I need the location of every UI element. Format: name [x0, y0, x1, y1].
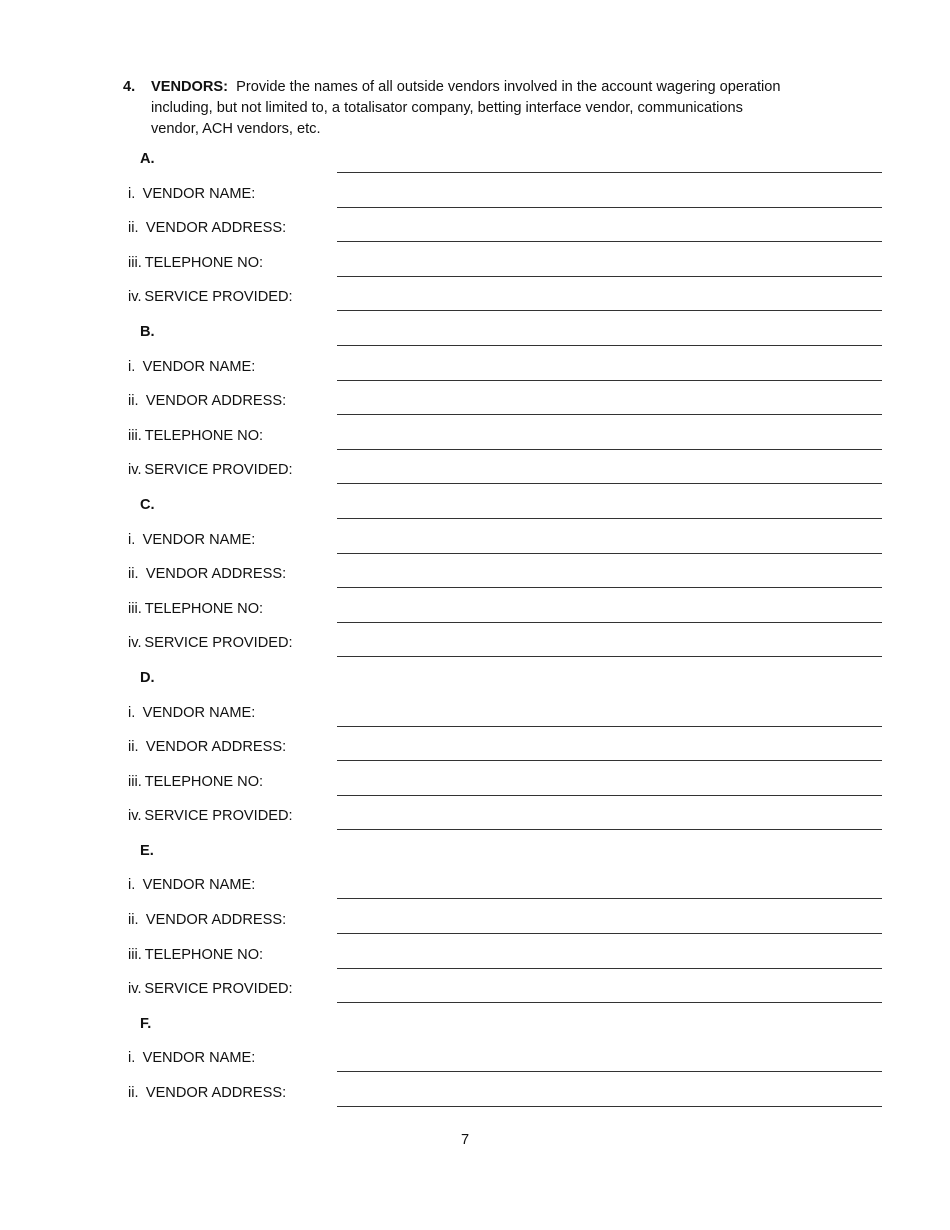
vendor-section-label: E. — [140, 842, 154, 859]
vendor-field-label: iv. SERVICE PROVIDED: — [128, 981, 293, 998]
vendor-section-label: B. — [140, 323, 155, 340]
vendor-field-row — [0, 802, 950, 837]
vendor-field-row — [0, 560, 950, 595]
vendor-field-label: i. VENDOR NAME: — [128, 185, 256, 202]
vendor-section-row — [0, 1010, 950, 1045]
question-number: 4. — [123, 79, 136, 95]
vendor-field-label: iii. TELEPHONE NO: — [128, 254, 264, 271]
vendor-fill-line[interactable] — [337, 172, 882, 173]
vendor-section-row — [0, 145, 950, 180]
vendor-fill-line[interactable] — [337, 310, 882, 311]
vendor-fill-line[interactable] — [337, 241, 882, 242]
vendor-fill-line[interactable] — [337, 933, 882, 934]
vendor-fill-line[interactable] — [337, 968, 882, 969]
vendor-field-label: ii. VENDOR ADDRESS: — [128, 1085, 287, 1102]
vendor-form — [0, 145, 950, 1114]
vendor-fill-line[interactable] — [337, 795, 882, 796]
vendor-field-row — [0, 353, 950, 388]
vendor-field-row — [0, 249, 950, 284]
vendor-fill-line[interactable] — [337, 726, 882, 727]
vendor-field-label: iv. SERVICE PROVIDED: — [128, 289, 293, 306]
vendor-field-row — [0, 283, 950, 318]
vendor-field-label: iv. SERVICE PROVIDED: — [128, 808, 293, 825]
vendor-field-row — [0, 456, 950, 491]
question-label: VENDORS: — [151, 79, 229, 95]
vendor-field-label: iii. TELEPHONE NO: — [128, 773, 264, 790]
vendor-field-label: iii. TELEPHONE NO: — [128, 427, 264, 444]
vendor-fill-line[interactable] — [337, 1071, 882, 1072]
vendor-field-row — [0, 387, 950, 422]
vendor-field-label: ii. VENDOR ADDRESS: — [128, 220, 287, 237]
vendor-field-row — [0, 526, 950, 561]
vendor-field-label: i. VENDOR NAME: — [128, 704, 256, 721]
vendor-fill-line[interactable] — [337, 345, 882, 346]
vendor-fill-line[interactable] — [337, 1106, 882, 1107]
vendor-fill-line[interactable] — [337, 760, 882, 761]
vendor-fill-line[interactable] — [337, 483, 882, 484]
vendor-fill-line[interactable] — [337, 622, 882, 623]
vendor-field-row — [0, 733, 950, 768]
vendor-fill-line[interactable] — [337, 1002, 882, 1003]
vendor-section-row — [0, 318, 950, 353]
vendor-fill-line[interactable] — [337, 656, 882, 657]
question-text-block — [151, 77, 783, 140]
vendor-field-row — [0, 941, 950, 976]
vendor-fill-line[interactable] — [337, 829, 882, 830]
vendor-fill-line[interactable] — [337, 449, 882, 450]
vendor-field-label: i. VENDOR NAME: — [128, 358, 256, 375]
vendor-field-row — [0, 595, 950, 630]
vendor-section-row — [0, 491, 950, 526]
vendor-field-row — [0, 629, 950, 664]
vendor-field-row — [0, 214, 950, 249]
vendor-fill-line[interactable] — [337, 276, 882, 277]
vendor-fill-line[interactable] — [337, 587, 882, 588]
vendor-field-label: ii. VENDOR ADDRESS: — [128, 393, 287, 410]
vendor-field-label: iv. SERVICE PROVIDED: — [128, 635, 293, 652]
question-text: Provide the names of all outside vendors involved in the account wagering operation including, but not limited to, a totalisator company, betting interface vendor, communications vendor, ACH vendors, etc. — [151, 79, 781, 137]
vendor-section-label: A. — [140, 151, 155, 167]
vendor-field-label: ii. VENDOR ADDRESS: — [128, 566, 287, 583]
vendor-field-row — [0, 699, 950, 734]
vendor-fill-line[interactable] — [337, 380, 882, 381]
vendor-field-label: i. VENDOR NAME: — [128, 877, 256, 894]
vendor-section-label: F. — [140, 1015, 152, 1032]
vendor-field-row — [0, 180, 950, 215]
vendor-field-row — [0, 906, 950, 941]
vendor-fill-line[interactable] — [337, 207, 882, 208]
vendor-fill-line[interactable] — [337, 414, 882, 415]
vendor-field-label: i. VENDOR NAME: — [128, 531, 256, 548]
vendor-field-label: iii. TELEPHONE NO: — [128, 600, 264, 617]
vendor-field-row — [0, 975, 950, 1010]
vendor-field-label: iv. SERVICE PROVIDED: — [128, 462, 293, 479]
vendor-field-label: ii. VENDOR ADDRESS: — [128, 912, 287, 929]
vendor-section-label: C. — [140, 496, 155, 513]
vendor-field-label: i. VENDOR NAME: — [128, 1050, 256, 1067]
vendor-field-row — [0, 1079, 950, 1114]
vendor-section-row — [0, 837, 950, 872]
vendor-field-row — [0, 1044, 950, 1079]
vendor-fill-line[interactable] — [337, 898, 882, 899]
vendor-field-row — [0, 871, 950, 906]
vendor-section-row — [0, 664, 950, 699]
vendor-section-label: D. — [140, 669, 155, 686]
vendor-field-row — [0, 422, 950, 457]
question-4 — [123, 77, 783, 140]
vendor-field-label: iii. TELEPHONE NO: — [128, 946, 264, 963]
vendor-fill-line[interactable] — [337, 553, 882, 554]
vendor-field-label: ii. VENDOR ADDRESS: — [128, 739, 287, 756]
vendor-field-row — [0, 768, 950, 803]
page-number: 7 — [460, 1132, 470, 1148]
vendor-fill-line[interactable] — [337, 518, 882, 519]
